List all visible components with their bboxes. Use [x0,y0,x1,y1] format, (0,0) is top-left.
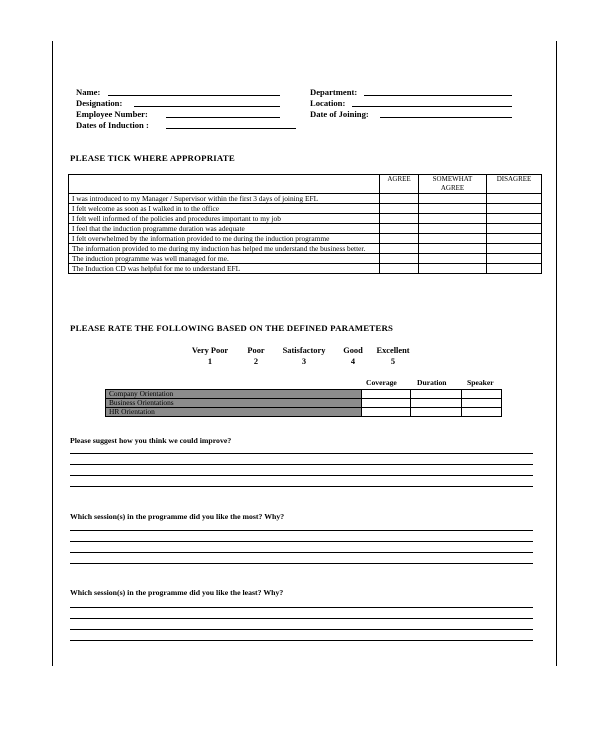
scale-poor [242,345,270,367]
somewhat-agree-checkbox-cell[interactable] [419,194,487,204]
table-row [69,264,542,274]
rating-table [105,389,502,417]
statement-text: The information provided to me during my induction has helped me understand the business better. [69,244,380,254]
scale-label: Very Poor [191,346,229,355]
agree-checkbox-cell[interactable] [380,204,419,214]
scale-label: Satisfactory [282,346,326,355]
somewhat-agree-checkbox-cell[interactable] [419,244,487,254]
scale-excellent [372,345,414,367]
agree-checkbox-cell[interactable] [380,244,419,254]
disagree-checkbox-cell[interactable] [487,234,542,244]
statement-text: I felt well informed of the policies and procedures important to my job [69,214,380,224]
disagree-checkbox-cell[interactable] [487,264,542,274]
liked-most-answer-line[interactable] [70,552,533,553]
speaker-column-header: Speaker [467,378,494,387]
date-of-joining-label: Date of Joining: [310,109,369,119]
tick-section-heading: PLEASE TICK WHERE APPROPRIATE [70,153,235,163]
scale-value: 1 [207,357,213,366]
scale-value: 5 [390,357,396,366]
improve-question: Please suggest how you think we could improve? [70,436,232,445]
disagree-checkbox-cell[interactable] [487,254,542,264]
speaker-rating-cell[interactable] [462,390,502,399]
improve-answer-line[interactable] [70,464,533,465]
liked-least-answer-line[interactable] [70,640,533,641]
liked-least-answer-line[interactable] [70,618,533,619]
scale-value: 3 [301,357,307,366]
rating-row-label: HR Orientation [106,408,362,417]
speaker-rating-cell[interactable] [462,408,502,417]
coverage-rating-cell[interactable] [362,390,411,399]
scale-label: Poor [247,346,265,355]
rating-row-label: Company Orientation [106,390,362,399]
somewhat-agree-checkbox-cell[interactable] [419,204,487,214]
scale-value: 2 [253,357,259,366]
name-label: Name: [76,87,101,97]
designation-field[interactable] [134,106,280,107]
somewhat-agree-checkbox-cell[interactable] [419,234,487,244]
department-field[interactable] [364,95,512,96]
table-row [106,399,502,408]
table-row [69,254,542,264]
improve-answer-line[interactable] [70,486,533,487]
agree-checkbox-cell[interactable] [380,214,419,224]
location-field[interactable] [352,106,512,107]
table-row [69,214,542,224]
table-row [106,408,502,417]
statement-text: The Induction CD was helpful for me to understand EFL [69,264,380,274]
coverage-column-header: Coverage [366,378,397,387]
name-field[interactable] [108,95,280,96]
somewhat-agree-checkbox-cell[interactable] [419,254,487,264]
table-row [69,244,542,254]
agree-checkbox-cell[interactable] [380,224,419,234]
scale-good [338,345,368,367]
agreement-table [68,174,542,274]
table-row [69,224,542,234]
somewhat-agree-checkbox-cell[interactable] [419,224,487,234]
duration-rating-cell[interactable] [411,408,462,417]
statement-header-cell [69,175,380,194]
improve-answer-line[interactable] [70,475,533,476]
disagree-checkbox-cell[interactable] [487,204,542,214]
disagree-checkbox-cell[interactable] [487,224,542,234]
disagree-checkbox-cell[interactable] [487,244,542,254]
disagree-checkbox-cell[interactable] [487,194,542,204]
disagree-column-header: DISAGREE [487,175,542,194]
liked-least-question: Which session(s) in the programme did you like the least? Why? [70,588,284,597]
coverage-rating-cell[interactable] [362,399,411,408]
dates-of-induction-label: Dates of Induction : [76,120,149,130]
rate-section-heading: PLEASE RATE THE FOLLOWING BASED ON THE DEFINED PARAMETERS [70,323,394,333]
designation-label: Designation: [76,98,123,108]
duration-rating-cell[interactable] [411,399,462,408]
location-label: Location: [310,98,346,108]
agree-checkbox-cell[interactable] [380,254,419,264]
scale-very-poor [187,345,233,367]
statement-text: I feel that the induction programme duration was adequate [69,224,380,234]
dates-of-induction-field[interactable] [166,128,296,129]
employee-number-label: Employee Number: [76,109,148,119]
agree-checkbox-cell[interactable] [380,194,419,204]
scale-label: Excellent [376,346,410,355]
table-row [69,234,542,244]
coverage-rating-cell[interactable] [362,408,411,417]
liked-most-answer-line[interactable] [70,541,533,542]
somewhat-agree-checkbox-cell[interactable] [419,214,487,224]
disagree-checkbox-cell[interactable] [487,214,542,224]
employee-number-field[interactable] [166,117,280,118]
statement-text: I felt welcome as soon as I walked in to the office [69,204,380,214]
liked-least-answer-line[interactable] [70,629,533,630]
date-of-joining-field[interactable] [380,117,512,118]
agree-column-header: AGREE [380,175,419,194]
duration-rating-cell[interactable] [411,390,462,399]
rating-row-label: Business Orientations [106,399,362,408]
liked-least-answer-line[interactable] [70,607,533,608]
improve-answer-line[interactable] [70,453,533,454]
somewhat-agree-column-header: SOMEWHAT AGREE [419,175,487,194]
scale-label: Good [343,346,363,355]
duration-column-header: Duration [417,378,447,387]
scale-value: 4 [350,357,356,366]
liked-most-answer-line[interactable] [70,563,533,564]
statement-text: I felt overwhelmed by the information provided to me during the induction programme [69,234,380,244]
table-row [69,204,542,214]
agree-checkbox-cell[interactable] [380,234,419,244]
agree-checkbox-cell[interactable] [380,264,419,274]
liked-most-answer-line[interactable] [70,530,533,531]
table-row [69,194,542,204]
statement-text: The induction programme was well managed for me. [69,254,380,264]
statement-text: I was introduced to my Manager / Supervisor within the first 3 days of joining EFL [69,194,380,204]
scale-satisfactory [276,345,332,367]
liked-most-question: Which session(s) in the programme did you like the most? Why? [70,512,285,521]
somewhat-agree-checkbox-cell[interactable] [419,264,487,274]
department-label: Department: [310,87,358,97]
speaker-rating-cell[interactable] [462,399,502,408]
